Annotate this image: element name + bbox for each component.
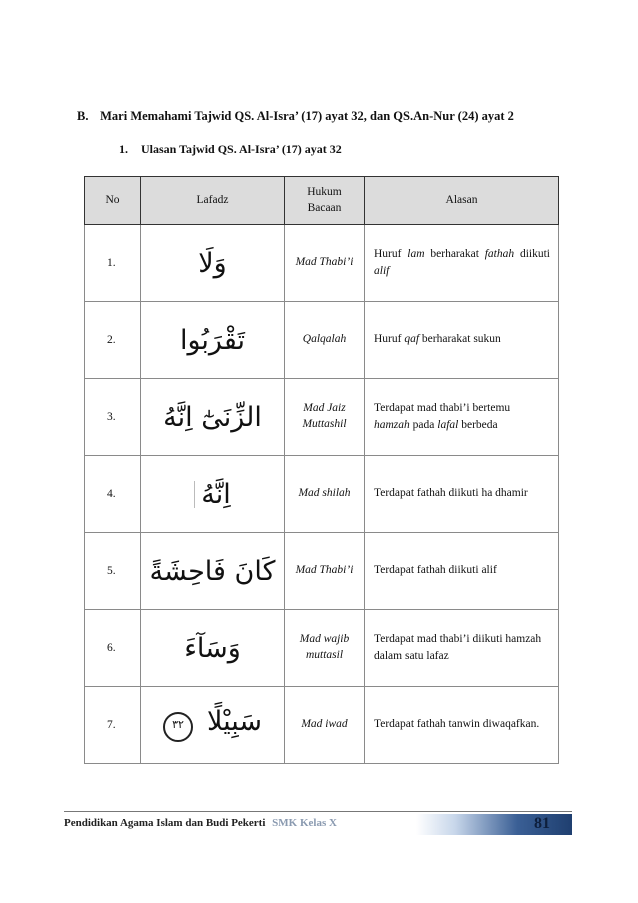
hukum-line: Mad iwad (301, 718, 348, 731)
header-hukum-line2: Bacaan (307, 201, 342, 214)
alasan-text: Terdapat fathah diikuti alif (374, 564, 497, 577)
hukum-bacaan-cell (285, 687, 365, 764)
table-row (85, 610, 559, 687)
hukum-bacaan-cell (285, 456, 365, 533)
table-row (85, 225, 559, 302)
row-number: 3. (85, 379, 141, 456)
table-row (85, 302, 559, 379)
arabic-lafadz: كَانَ فَاحِشَةً (149, 555, 276, 587)
lafadz-cell (141, 533, 285, 610)
hukum-line: Mad Jaiz (303, 402, 346, 415)
table-row (85, 533, 559, 610)
lafadz-cell (141, 225, 285, 302)
hukum-bacaan-cell (285, 302, 365, 379)
alasan-text: berbeda (458, 419, 498, 431)
ayah-number-marker: ٣٢ (163, 712, 193, 742)
subsection-heading (119, 142, 342, 157)
alasan-line (374, 400, 550, 417)
alasan-line (374, 331, 550, 348)
arabic-lafadz: وَسَآءَ (184, 632, 241, 664)
header-hukum-line1: Hukum (307, 185, 342, 198)
arabic-lafadz: وَلَا (198, 247, 227, 279)
row-number: 1. (85, 225, 141, 302)
footer-divider (64, 811, 572, 812)
row-number: 5. (85, 533, 141, 610)
hukum-line: Muttashil (302, 418, 347, 430)
footer-grade: SMK Kelas X (272, 817, 337, 829)
row-number: 2. (85, 302, 141, 379)
header-no: No (85, 177, 141, 225)
alasan-cell (365, 456, 559, 533)
arabic-lafadz: اِنَّهُ (194, 481, 231, 508)
alasan-cell (365, 379, 559, 456)
alasan-text: Huruf (374, 247, 408, 260)
hukum-bacaan-cell (285, 610, 365, 687)
table-row (85, 379, 559, 456)
alasan-text: diikuti (514, 247, 550, 260)
alasan-text: pada (409, 419, 438, 431)
alasan-term: fathah (484, 247, 515, 260)
tajwid-table (84, 176, 559, 764)
footer-course: Pendidikan Agama Islam dan Budi Pekerti (64, 817, 266, 829)
alasan-term: alif (374, 265, 390, 277)
row-number: 7. (85, 687, 141, 764)
alasan-text: dalam satu lafaz (374, 650, 449, 662)
row-number: 6. (85, 610, 141, 687)
alasan-cell (365, 533, 559, 610)
alasan-line (374, 417, 550, 434)
lafadz-cell (141, 610, 285, 687)
hukum-line: muttasil (305, 649, 344, 661)
alasan-text: Terdapat mad thabi’i diikuti hamzah (374, 632, 542, 645)
page-number: 81 (534, 815, 550, 832)
lafadz-cell (141, 379, 285, 456)
section-title: Mari Memahami Tajwid QS. Al-Isra’ (17) ayat 32, dan QS.An-Nur (24) ayat 2 (100, 109, 514, 123)
alasan-text: Huruf (374, 333, 405, 346)
alasan-term: qaf (404, 333, 420, 346)
hukum-bacaan-cell (285, 379, 365, 456)
alasan-text: berharakat (424, 247, 485, 260)
header-alasan: Alasan (365, 177, 559, 225)
hukum-bacaan-cell (285, 533, 365, 610)
alasan-line (374, 631, 550, 648)
subsection-title: Ulasan Tajwid QS. Al-Isra’ (17) ayat 32 (141, 142, 342, 156)
alasan-line (374, 485, 550, 502)
alasan-text: Terdapat mad thabi’i bertemu (374, 401, 511, 414)
section-heading (77, 109, 514, 124)
arabic-lafadz: الزِّنَىٰٓ اِنَّهُ (163, 401, 262, 433)
alasan-line (374, 562, 550, 579)
hukum-line: Mad wajib (299, 633, 350, 646)
alasan-term: hamzah (374, 419, 410, 431)
hukum-line: Qalqalah (302, 333, 347, 346)
alasan-line (374, 246, 550, 263)
alasan-text: Terdapat fathah diikuti ha dhamir (374, 487, 528, 500)
header-hukum-bacaan (285, 177, 365, 225)
hukum-line: Mad Thabi’i (295, 256, 354, 269)
hukum-bacaan-cell (285, 225, 365, 302)
subsection-number: 1. (119, 142, 128, 156)
alasan-line (374, 263, 550, 280)
table-row (85, 687, 559, 764)
alasan-cell (365, 610, 559, 687)
alasan-cell (365, 687, 559, 764)
alasan-term: lam (407, 247, 425, 260)
lafadz-cell (141, 687, 285, 764)
hukum-line: Mad Thabi’i (295, 564, 354, 577)
alasan-line (374, 648, 550, 665)
lafadz-cell (141, 456, 285, 533)
row-number: 4. (85, 456, 141, 533)
alasan-cell (365, 302, 559, 379)
arabic-lafadz: سَبِيْلًا (206, 705, 263, 737)
section-letter: B. (77, 109, 89, 123)
alasan-line (374, 716, 550, 733)
arabic-lafadz: تَقْرَبُوا (179, 324, 246, 356)
header-lafadz: Lafadz (141, 177, 285, 225)
alasan-text: berharakat sukun (419, 333, 501, 346)
lafadz-cell (141, 302, 285, 379)
hukum-line: Mad shilah (298, 487, 351, 500)
alasan-term: lafal (437, 419, 459, 431)
footer-book-title (64, 817, 337, 829)
table-body (85, 225, 559, 764)
table-header-row (85, 177, 559, 225)
alasan-text: Terdapat fathah tanwin diwaqafkan. (374, 718, 540, 731)
alasan-cell (365, 225, 559, 302)
table-row (85, 456, 559, 533)
